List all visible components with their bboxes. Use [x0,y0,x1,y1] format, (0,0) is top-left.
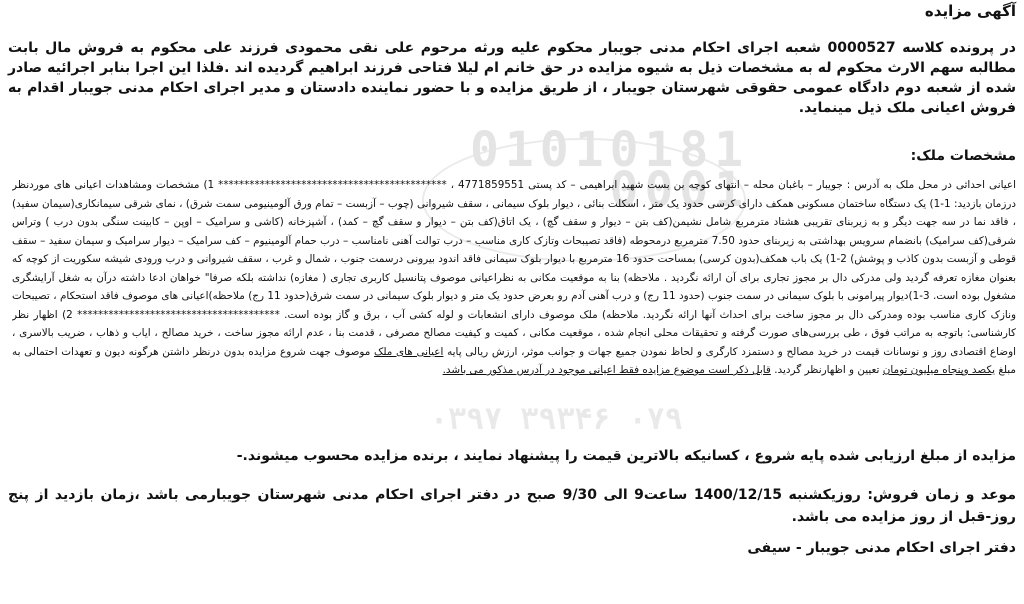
watermark-number-top: 01010181 0001 [470,122,750,218]
specs-body-end: تعیین و اظهارنظر گردید. [770,364,883,376]
specs-note: قابل ذکر است موضوع مزایده فقط اعیانی موجود در آدرس مذکور می باشد. [442,364,771,376]
specs-body: اعیانی احداثی در محل ملک به آدرس : جویبار – باغبان محله – انتهای کوچه بن بست شهید ابراهیمی – کد پستی 4771859551 ، ******************************************** 1) مشخصات ومشاهدات اعیانی های موردنظر درزمان بازدید: 1-1) یک دستگاه ساختمان مسکونی همکف دارای کرسی حدود یک متر ، اسکلت بنائی ، دیوار بلوک سیمانی ، سقف شیروانی (چوب – آزبست – تمام ورق آلومینیومی سمت شرق) ، نمای شرقی سیمانکاری(سیمان سفید) ، فاقد نما در سه جهت دیگر و به زیربنای تقریبی هشتاد مترمربع شامل نشیمن(کف بتن – دیوار و سقف گچ) ، یک اتاق(کف بتن – دیوار و سقف گچ – کمد) ، آشپزخانه (کاشی و سرامیک – اوپن – کابینت سنگی بدون درب ) وتراس شرقی(کف سرامیک) بانضمام سرویس بهداشتی به زیربنای حدود 7.50 مترمربع درمحوطه (فاقد تصیبحات وتازک کاری مناسب – درب توالت آهنی نامناسب – درب حمام آلومینیوم – کف سرامیک – دیوار سرامیک و سیمان سفید – سقف قوطی و آزبست بدون کاذب و پوشش) 2-1) یک باب همکف(بدون کرسی) بمساحت حدود 16 مترمربع با دیوار بلوک سیمانی فاقد اندود بیرونی درسمت جنوب ، شمال و غرب ، سقف شیروانی و درب ورودی شیشه سکوریت از کوچه که بعنوان مغازه تعرفه گردید ولی مدرکی دال بر مجوز تجاری برای آن ارائه نگردید . ملاحظه) بنا به موقعیت مکانی به نظراعیانی موصوف پتانسیل کاربری تجاری ( مغازه) نداشته بلکه صرفا" خواهان ادعا داشته درآن به شغل آرایشگری مشغول بوده است. 3-1)دیوار پیرامونی با بلوک سیمانی در سمت جنوب (حدود 11 رج) و درب آهنی آدم رو بعرض حدود یک متر و دیوار بلوک سیمانی در سمت شرق(حدود 11 رج) ملاحظه)اعیانی های موصوف فاقد استحکام ، تصیبحات ونازک کاری مناسب بوده ومدرکی دال بر مجوز ساخت برای احداث آنها ارائه نگردید. ملاحظه) ملک موصوف دارای انشعابات و لوله کشی آب ، برق و گاز بوده است. *************************************** 2) اظهار نظر کارشناسی: باتوجه به مراتب فوق ، طی بررسی‌های صورت گرفته و تحقیقات محلی انجام شده ، موقعیت مکانی ، کمیت و کیفیت مصالح مصرفی ، قدمت بنا ، عدم ارائه مجوز ساخت ، خرید مصالح ، ایاب و ذهاب ، ضریب بالاسری ، اوضاع اقتصادی روز و نوسانات قیمت در خرید مصالح و دستمزد کارگری و لحاظ نمودن جمیع جهات و جوانب موثر، ارزش ریالی پایه [12,179,1016,358]
specs-heading: مشخصات ملک: [910,148,1016,164]
auction-schedule: موعد و زمان فروش: روزیکشنبه 1400/12/15 ساعت9 الی 9/30 صبح در دفتر اجرای احکام مدنی شهرستان جویبارمی باشد ،زمان بازدید از پنج روز-قبل از روز مزایده می باشد. [8,487,1016,525]
auction-rule: مزایده از مبلغ ارزیابی شده پایه شروع ، کسانیکه بالاترین قیمت را پیشنهاد نمایند ، برنده مزایده محسوب میشوند.- [236,448,1016,464]
notice-intro: در پرونده کلاسه 0000527 شعبه اجرای احکام مدنی جویبار محکوم علیه ورثه مرحوم علی نقی محمودی فرزند علی محکوم به فروش مال بابت مطالبه سهم الارث محکوم له به مشخصات ذیل به شیوه مزایده در حق خانم ام لیلا فتاحی فرزند ابراهیم گردیده اند .فلذا این اجرا بنابر اجرائیه صادر شده از شعبه دوم دادگاه عمومی حقوقی شهرستان جویبار ، از طریق مزایده و با حضور نماینده دادستان و مدیر اجرای احکام مدنی جویبار اقدام به فروش اعیانی ملک ذیل مینماید. [8,40,1016,116]
specs-body-tail: موصوف جهت شروع مزایده بدون درنظر داشتن هرگونه دیون و تعهدات احتمالی به مبلغ [12,345,1016,376]
property-specs [12,176,1016,436]
watermark-number-bottom: ۰۳۹۷ ۳۹۳۴۶ ۰۷۹ [430,402,683,437]
base-price: یکصد وپنجاه میلیون تومان [882,364,996,376]
notice-title: آگهی مزایده [924,2,1016,20]
issuer-signature: دفتر اجرای احکام مدنی جویبار - سیفی [747,540,1016,556]
specs-underlined-term: اعیانی های ملک [374,345,444,358]
